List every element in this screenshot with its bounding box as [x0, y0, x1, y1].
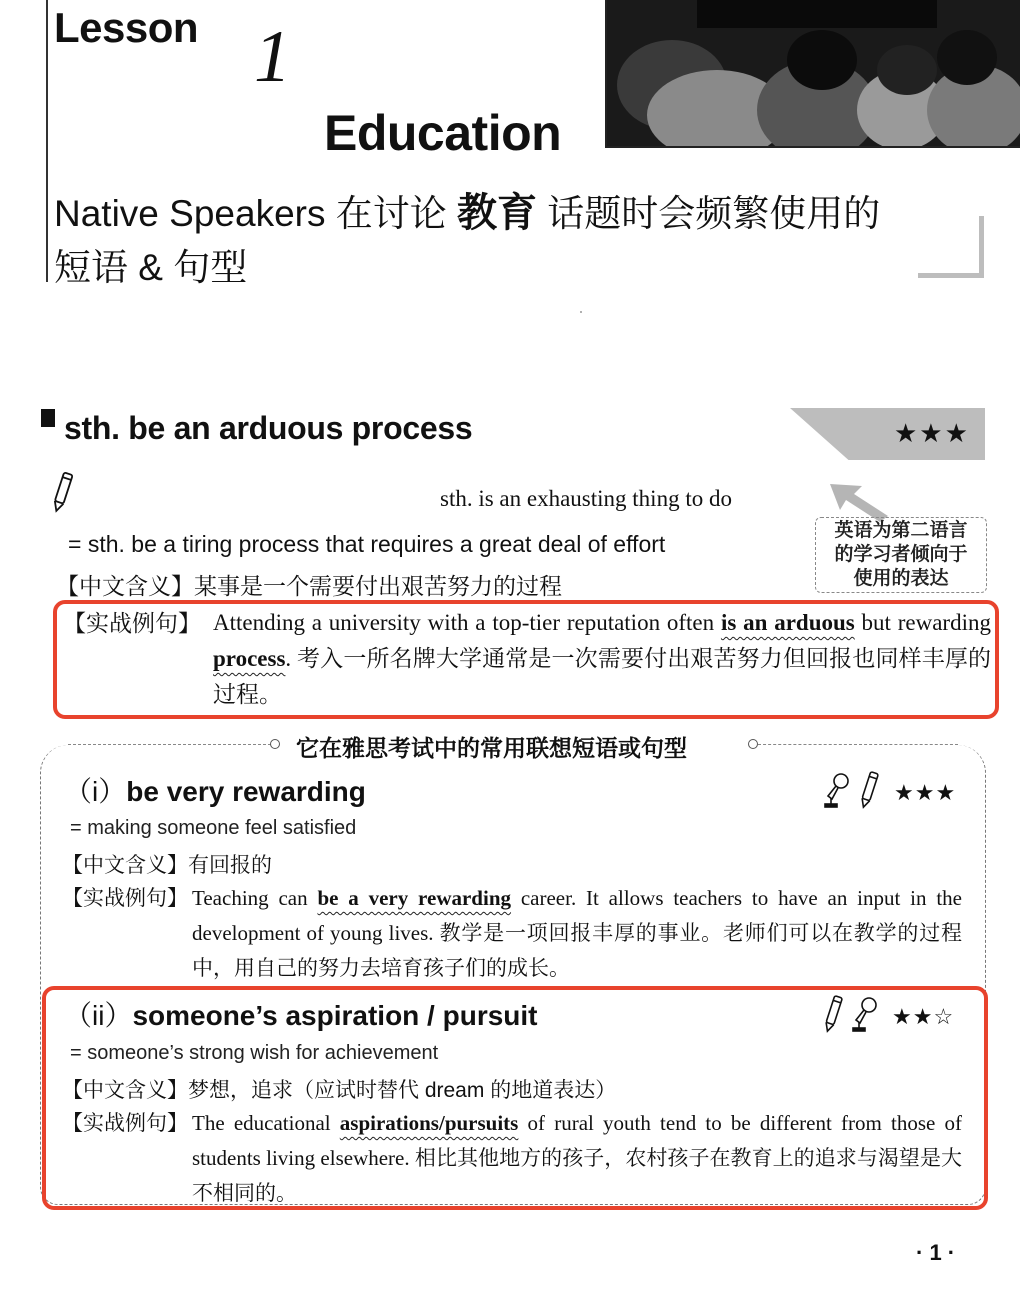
- example-text-part: career. It allows teachers to have an input in the development of young lives. 教学是一项回报丰厚的事业。老师们可以在教学的过程中，用自己的努力去培育孩子们的成长。: [192, 886, 962, 980]
- item-title-text: someone’s aspiration / pursuit: [132, 1000, 538, 1031]
- item-icons: [822, 994, 954, 1039]
- meaning-label: 【中文含义】: [56, 573, 194, 599]
- item-example: [62, 881, 962, 986]
- example-text: [192, 881, 962, 986]
- rating-stars: ★★★: [894, 418, 970, 448]
- example-label: 【实战例句】: [63, 610, 201, 636]
- esl-note-line: 英语为第二语言: [834, 520, 968, 541]
- classroom-photo: [605, 0, 1020, 148]
- example-text-part: Teaching can: [192, 886, 318, 910]
- item-chinese-meaning: [62, 1074, 616, 1104]
- decorative-corner-mark: [918, 216, 984, 278]
- example-text-part: The educational: [192, 1111, 340, 1135]
- phrase-definition: = sth. be a tiring process that requires a great deal of effort: [68, 531, 666, 557]
- pencil-icon: [822, 994, 844, 1039]
- circle-ornament-icon: [270, 739, 280, 749]
- subtitle-prefix: Native Speakers 在讨论: [54, 193, 458, 234]
- esl-note-box: [815, 517, 987, 593]
- pencil-icon: [50, 470, 76, 519]
- circle-ornament-icon: [748, 739, 758, 749]
- meaning-label: 【中文含义】: [62, 854, 188, 877]
- phrase-chinese-meaning: [56, 568, 562, 601]
- pencil-icon: [858, 770, 880, 815]
- meaning-label: 【中文含义】: [62, 1079, 188, 1102]
- scan-dot: [580, 311, 582, 313]
- example-text: [192, 1106, 962, 1211]
- item-title-text: be very rewarding: [126, 776, 366, 807]
- associated-section-title: 它在雅思考试中的常用联想短语或句型: [292, 730, 691, 763]
- lesson-number: 1: [254, 16, 291, 98]
- item-index: （i）: [64, 776, 127, 807]
- rating-stars: ★★☆: [892, 1003, 955, 1029]
- example-text-part: of rural youth tend to be different from those of students living elsewhere. 相比其他地方的孩子，农村孩子在教育上的追求与渴望是大不相同的。: [192, 1111, 962, 1205]
- subtitle-topic: 教育: [457, 191, 538, 235]
- lesson-topic-title: Education: [324, 105, 562, 161]
- item-example: [62, 1106, 962, 1211]
- meaning-text: 有回报的: [188, 854, 272, 877]
- example-highlight: be a very rewarding: [317, 886, 512, 910]
- associated-item-title: [64, 770, 366, 810]
- main-phrase-title: sth. be an arduous process: [64, 410, 473, 446]
- lesson-subtitle: [54, 186, 984, 295]
- header-left-rule: [46, 0, 48, 282]
- microphone-icon: [822, 772, 852, 813]
- example-text-part: but rewarding: [854, 610, 991, 635]
- esl-note-line: 使用的表达: [853, 568, 949, 589]
- example-label: 【实战例句】: [62, 887, 188, 910]
- example-text-part: Attending a university with a top-tier reputation often: [213, 610, 721, 635]
- item-definition: = making someone feel satisfied: [70, 817, 357, 839]
- associated-item-title: [64, 994, 538, 1034]
- example-label: 【实战例句】: [62, 1112, 188, 1135]
- meaning-text: 梦想，追求（应试时替代 dream 的地道表达）: [188, 1079, 617, 1102]
- bullet-square-icon: [41, 409, 55, 427]
- divider-line: [758, 744, 958, 745]
- subtitle-line2: 短语 & 句型: [54, 247, 248, 288]
- rating-stars: ★★★: [894, 779, 957, 805]
- esl-note-line: 的学习者倾向于: [834, 544, 968, 565]
- divider-line: [68, 744, 271, 745]
- alternative-expression: sth. is an exhausting thing to do: [440, 486, 732, 511]
- microphone-icon: [850, 996, 880, 1037]
- example-highlight: is an arduous: [720, 610, 855, 635]
- example-text: [213, 605, 991, 713]
- example-highlight: aspirations/pursuits: [339, 1111, 519, 1135]
- page-number: · 1 ·: [916, 1240, 956, 1265]
- item-definition: = someone’s strong wish for achievement: [70, 1042, 439, 1064]
- item-icons: [822, 770, 956, 815]
- item-chinese-meaning: [62, 849, 272, 879]
- meaning-text: 某事是一个需要付出艰苦努力的过程: [194, 573, 562, 599]
- example-text-part: . 考入一所名牌大学通常是一次需要付出艰苦努力但回报也同样丰厚的过程。: [213, 646, 991, 707]
- lesson-label: Lesson: [54, 4, 199, 51]
- item-index: （ii）: [64, 1000, 133, 1031]
- example-highlight: process: [213, 646, 286, 671]
- phrase-example: [63, 605, 991, 713]
- subtitle-suffix: 话题时会频繁使用的: [537, 193, 881, 234]
